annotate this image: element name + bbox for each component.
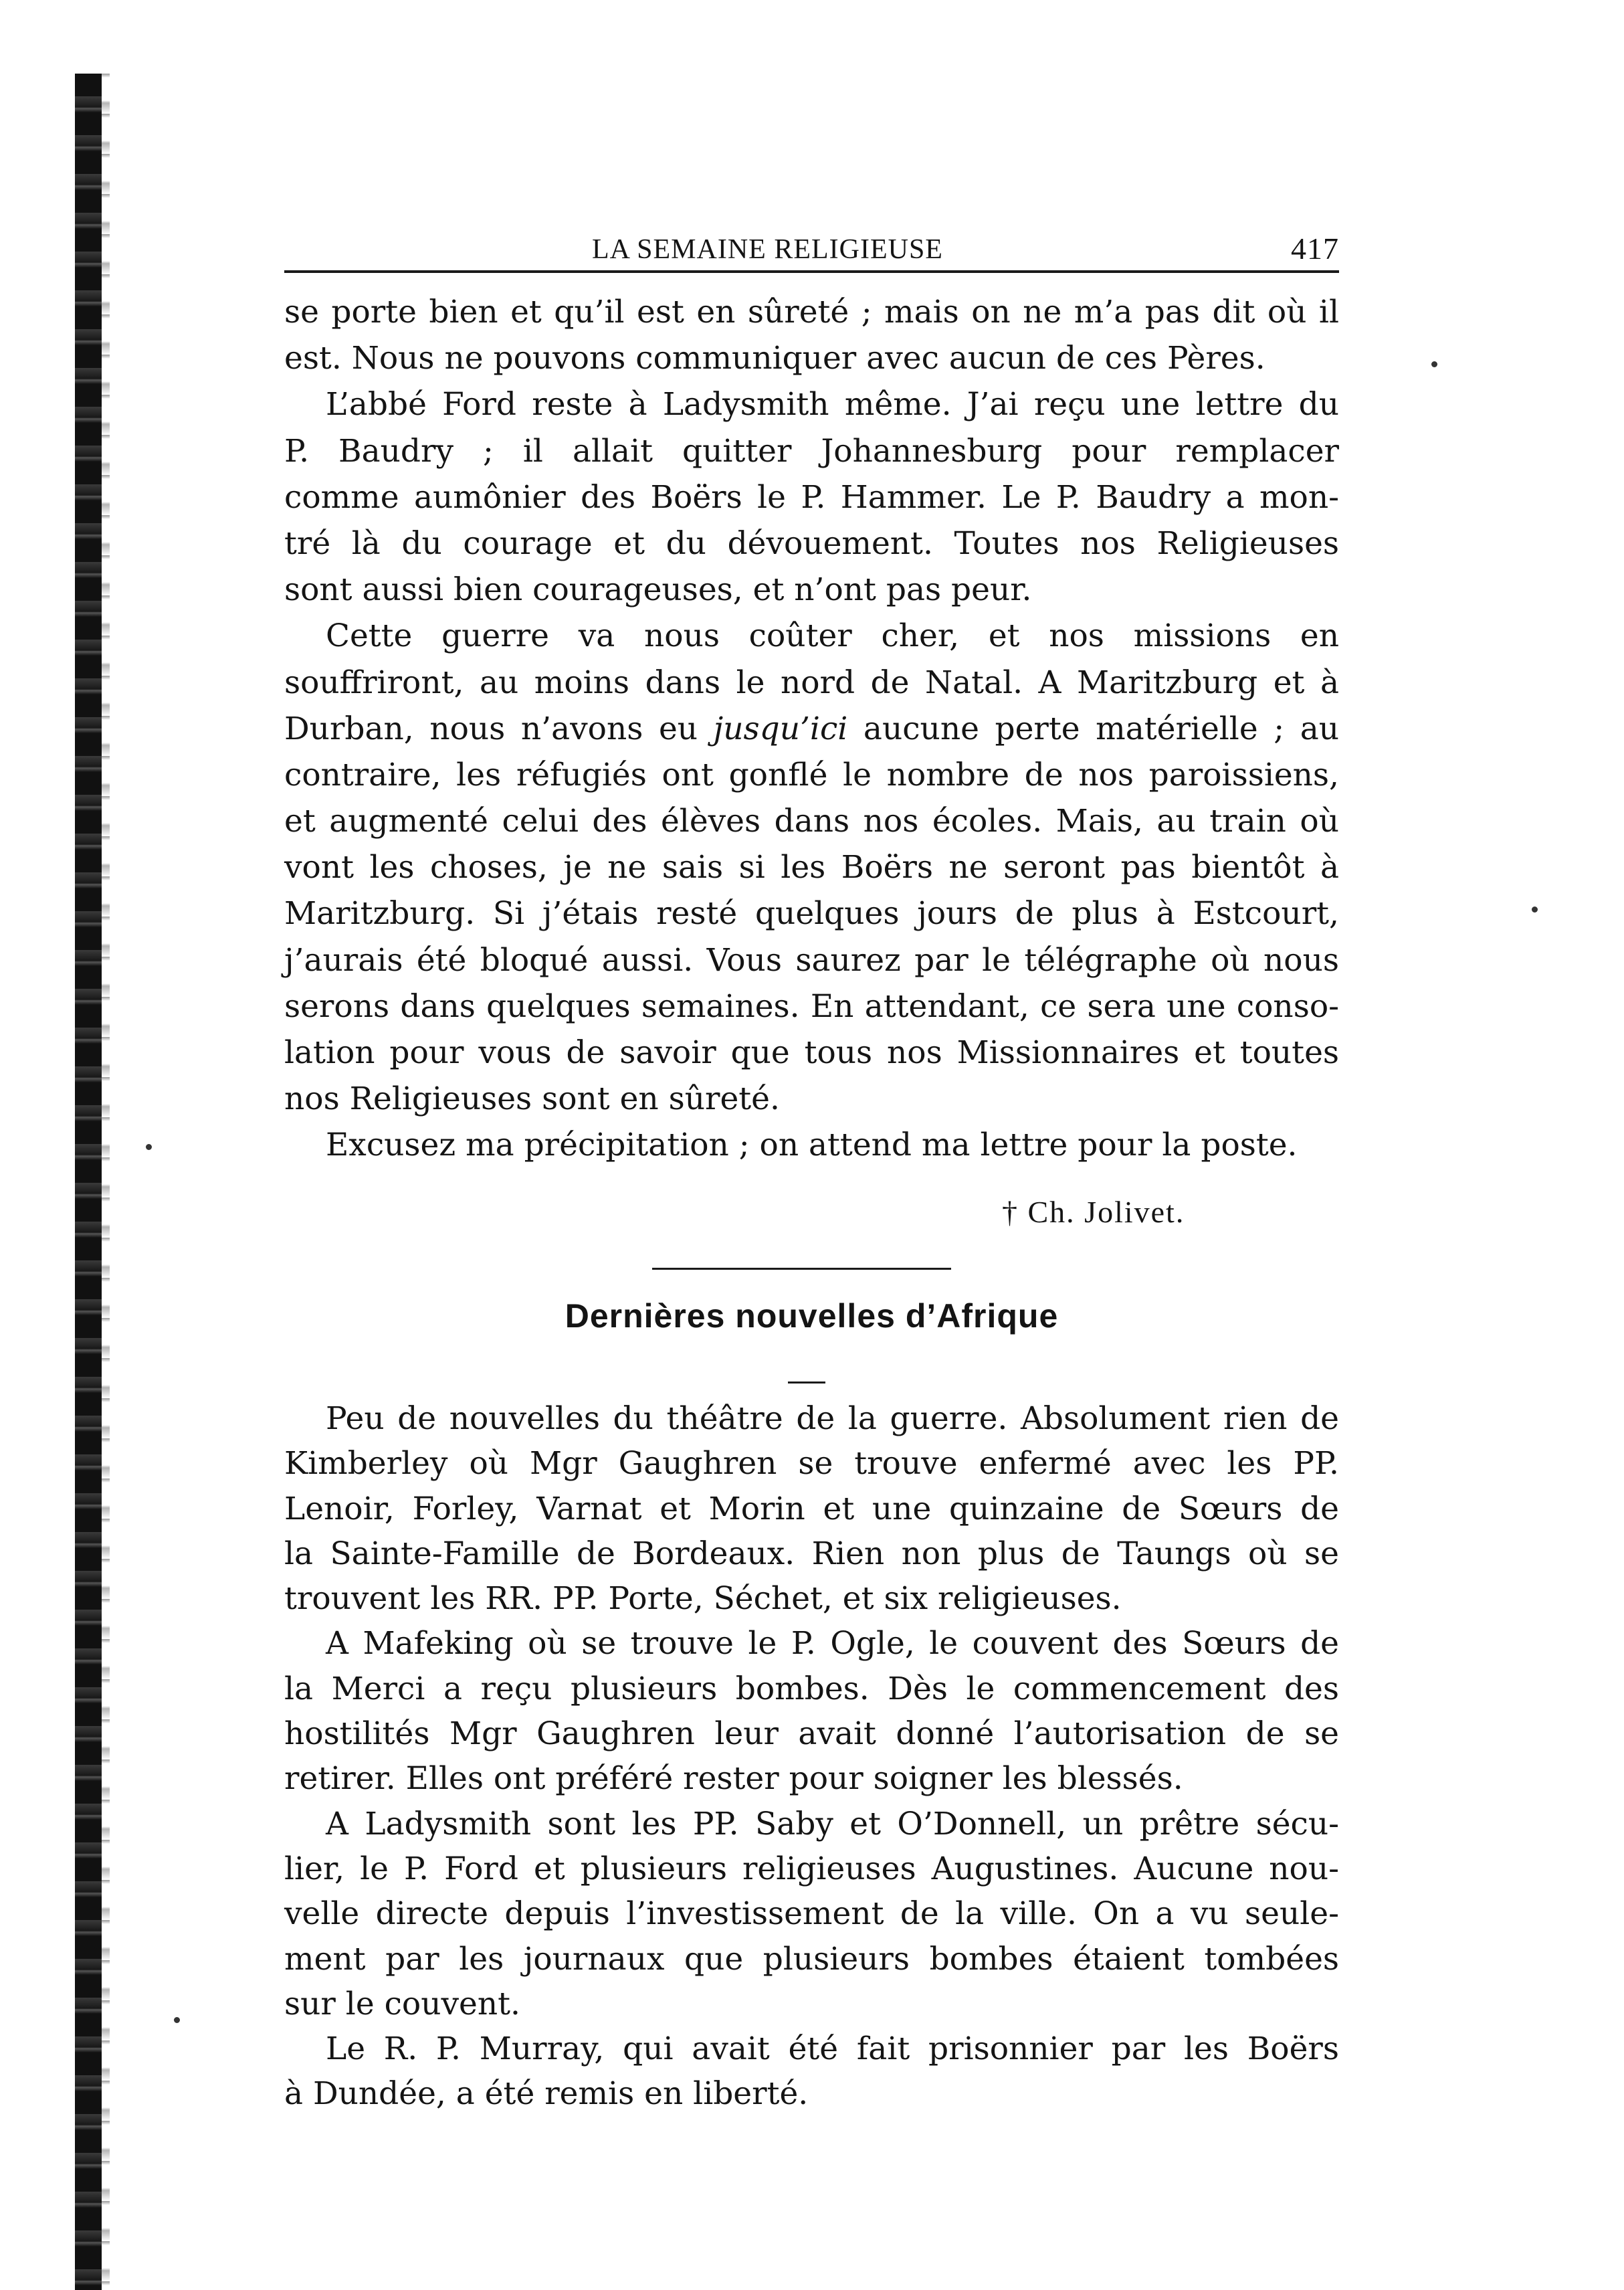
text-line: Excusez ma précipitation ; on attend ma lettre pour la poste. xyxy=(326,1127,1298,1164)
text-line: Peu de nouvelles du théâtre de la guerre. Absolument rien de xyxy=(326,1400,1339,1437)
text-line: sur le couvent. xyxy=(284,1985,520,2022)
text-line: souffriront, au moins dans le nord de Natal. A Maritzburg et à xyxy=(284,664,1339,701)
text-line: vont les choses, je ne sais si les Boërs ne seront pas bientôt à xyxy=(284,849,1339,886)
text-line: retirer. Elles ont préféré rester pour soigner les blessés. xyxy=(284,1760,1183,1798)
text-line: sont aussi bien courageuses, et n’ont pas peur. xyxy=(284,571,1032,609)
text-line: Lenoir, Forley, Varnat et Morin et une quinzaine de Sœurs de xyxy=(284,1490,1339,1527)
text-line: lation pour vous de savoir que tous nos Missionnaires et toutes xyxy=(284,1034,1339,1071)
section-divider xyxy=(652,1268,951,1270)
text-run: Durban, nous n’avons eu xyxy=(284,710,714,747)
paper-speck xyxy=(174,2017,180,2023)
paper-speck xyxy=(1431,361,1437,367)
text-line: Cette guerre va nous coûter cher, et nos missions en xyxy=(326,617,1339,655)
text-line: est. Nous ne pouvons communiquer avec aucun de ces Pères. xyxy=(284,340,1265,377)
text-line: P. Baudry ; il allait quitter Johannesburg pour remplacer xyxy=(284,432,1339,470)
signature: † Ch. Jolivet. xyxy=(1002,1195,1185,1229)
text-line: lier, le P. Ford et plusieurs religieuses Augustines. Aucune nou- xyxy=(284,1850,1339,1887)
running-title: LA SEMAINE RELIGIEUSE xyxy=(592,234,943,265)
page-number: 417 xyxy=(1291,231,1339,266)
header-rule xyxy=(284,270,1339,273)
title-dash xyxy=(788,1381,825,1383)
text-line: serons dans quelques semaines. En attendant, ce sera une conso- xyxy=(284,987,1339,1025)
paper-speck xyxy=(1532,907,1538,913)
letter-body xyxy=(284,289,1339,1169)
text-line: comme aumônier des Boërs le P. Hammer. Le P. Baudry a mon- xyxy=(284,478,1339,516)
text-line: velle directe depuis l’investissement de la ville. On a vu seule- xyxy=(284,1895,1339,1933)
italic-text: jusqu’ici xyxy=(713,710,848,747)
text-run: aucune perte matérielle ; au xyxy=(847,710,1339,747)
text-line: j’aurais été bloqué aussi. Vous saurez par le télégraphe où nous xyxy=(284,941,1339,979)
text-line xyxy=(284,706,1339,752)
text-line: se porte bien et qu’il est en sûreté ; mais on ne m’a pas dit où il xyxy=(284,294,1339,330)
text-line: tré là du courage et du dévouement. Toutes nos Religieuses xyxy=(284,524,1339,562)
text-line: ment par les journaux que plusieurs bombes étaient tombées xyxy=(284,1940,1339,1978)
text-line: nos Religieuses sont en sûreté. xyxy=(284,1080,780,1118)
text-line: la Sainte-Famille de Bordeaux. Rien non plus de Taungs où se xyxy=(284,1535,1339,1572)
text-line: contraire, les réfugiés ont gonflé le nombre de nos paroissiens, xyxy=(284,756,1339,793)
text-line: Le R. P. Murray, qui avait été fait prisonnier par les Boërs xyxy=(326,2030,1339,2068)
running-head xyxy=(284,233,1339,271)
text-line: Kimberley où Mgr Gaughren se trouve enfermé avec les PP. xyxy=(284,1445,1339,1483)
text-line: Maritzburg. Si j’étais resté quelques jours de plus à Estcourt, xyxy=(284,895,1339,933)
text-line: et augmenté celui des élèves dans nos écoles. Mais, au train où xyxy=(284,803,1339,840)
text-line: A Mafeking où se trouve le P. Ogle, le couvent des Sœurs de xyxy=(326,1625,1339,1662)
section-title: Dernières nouvelles d’Afrique xyxy=(565,1297,1059,1335)
text-line: la Merci a reçu plusieurs bombes. Dès le commencement des xyxy=(284,1670,1339,1707)
book-binding-edge xyxy=(75,74,102,2290)
binding-shadow xyxy=(102,74,110,2290)
paper-speck xyxy=(146,1144,152,1150)
text-line: L’abbé Ford reste à Ladysmith même. J’ai reçu une lettre du xyxy=(326,386,1339,423)
text-line: à Dundée, a été remis en liberté. xyxy=(284,2075,809,2113)
text-line: trouvent les RR. PP. Porte, Séchet, et six religieuses. xyxy=(284,1580,1122,1618)
text-line: hostilités Mgr Gaughren leur avait donné l’autorisation de se xyxy=(284,1715,1339,1753)
news-body xyxy=(284,1396,1339,2117)
text-line: A Ladysmith sont les PP. Saby et O’Donnell, un prêtre sécu- xyxy=(326,1805,1339,1842)
